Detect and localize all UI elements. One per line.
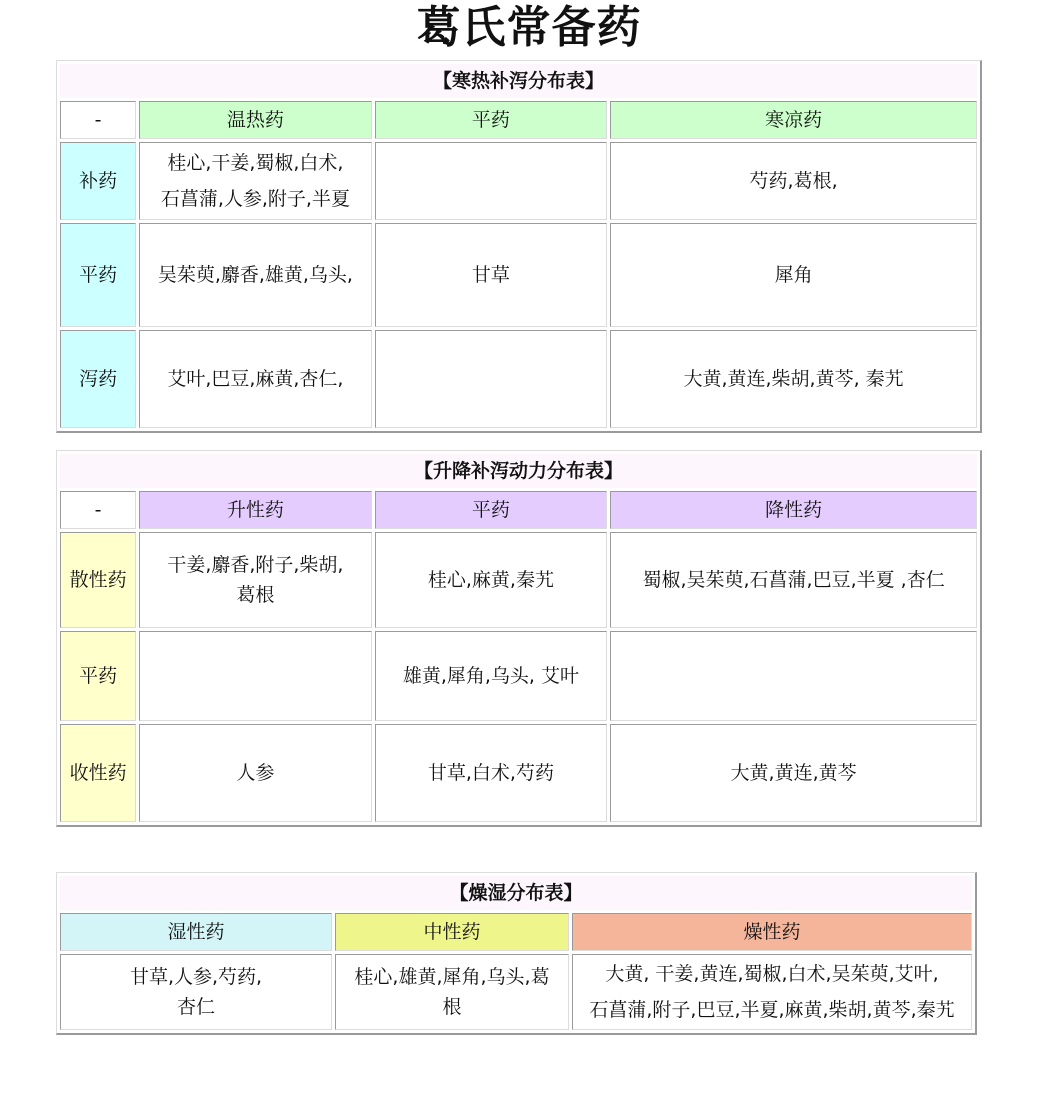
corner-cell: -: [60, 491, 136, 529]
col-header-neutral: 平药: [375, 101, 608, 139]
corner-cell: -: [60, 101, 136, 139]
table-cell: 干姜,麝香,附子,柴胡, 葛根: [139, 532, 372, 628]
col-header-cold: 寒凉药: [610, 101, 977, 139]
col-header-neutral: 中性药: [335, 913, 569, 951]
table-cell: 吴茱萸,麝香,雄黄,乌头,: [139, 223, 372, 327]
table-cell: 大黄,黄连,黄芩: [610, 724, 977, 822]
cold-heat-table: [56, 60, 982, 433]
col-header-ascending: 升性药: [139, 491, 372, 529]
table-cell: 人参: [139, 724, 372, 822]
col-header-neutral: 平药: [375, 491, 608, 529]
table-cell: 艾叶,巴豆,麻黄,杏仁,: [139, 330, 372, 428]
row-header: 补药: [60, 142, 136, 220]
table-row: [60, 223, 977, 327]
table-caption: 【燥湿分布表】: [60, 876, 972, 910]
row-header: 平药: [60, 223, 136, 327]
row-header: 收性药: [60, 724, 136, 822]
table-cell: 甘草,白术,芍药: [375, 724, 608, 822]
col-header-descending: 降性药: [610, 491, 977, 529]
table-cell: [375, 142, 608, 220]
table-cell: [139, 631, 372, 721]
table-cell: 大黄,黄连,柴胡,黄芩, 秦艽: [610, 330, 977, 428]
row-header: 泻药: [60, 330, 136, 428]
table-cell: 甘草,人参,芍药, 杏仁: [60, 954, 332, 1030]
col-header-dry: 燥性药: [572, 913, 972, 951]
table-cell: [610, 631, 977, 721]
table-cell: [375, 330, 608, 428]
table-cell: 桂心,干姜,蜀椒,白术, 石菖蒲,人参,附子,半夏: [139, 142, 372, 220]
table-row: [60, 330, 977, 428]
table-cell: 桂心,雄黄,犀角,乌头,葛 根: [335, 954, 569, 1030]
col-header-warm: 温热药: [139, 101, 372, 139]
table-caption: 【升降补泻动力分布表】: [60, 454, 977, 488]
ascend-descend-table: [56, 450, 982, 827]
col-header-humid: 湿性药: [60, 913, 332, 951]
table-cell: 犀角: [610, 223, 977, 327]
table-cell: 雄黄,犀角,乌头, 艾叶: [375, 631, 608, 721]
table-row: [60, 724, 977, 822]
table-row: [60, 142, 977, 220]
table-caption: 【寒热补泻分布表】: [60, 64, 977, 98]
table-cell: 芍药,葛根,: [610, 142, 977, 220]
table-cell: 桂心,麻黄,秦艽: [375, 532, 608, 628]
page-title: 葛氏常备药: [416, 2, 642, 53]
table-row: [60, 631, 977, 721]
row-header: 平药: [60, 631, 136, 721]
row-header: 散性药: [60, 532, 136, 628]
table-row: [60, 532, 977, 628]
dry-humid-table: [56, 872, 977, 1035]
table-cell: 甘草: [375, 223, 608, 327]
table-row: [60, 954, 972, 1030]
table-cell: 蜀椒,吴茱萸,石菖蒲,巴豆,半夏 ,杏仁: [610, 532, 977, 628]
table-cell: 大黄, 干姜,黄连,蜀椒,白术,吴茱萸,艾叶, 石菖蒲,附子,巴豆,半夏,麻黄,柴胡,黄芩,秦艽: [572, 954, 972, 1030]
